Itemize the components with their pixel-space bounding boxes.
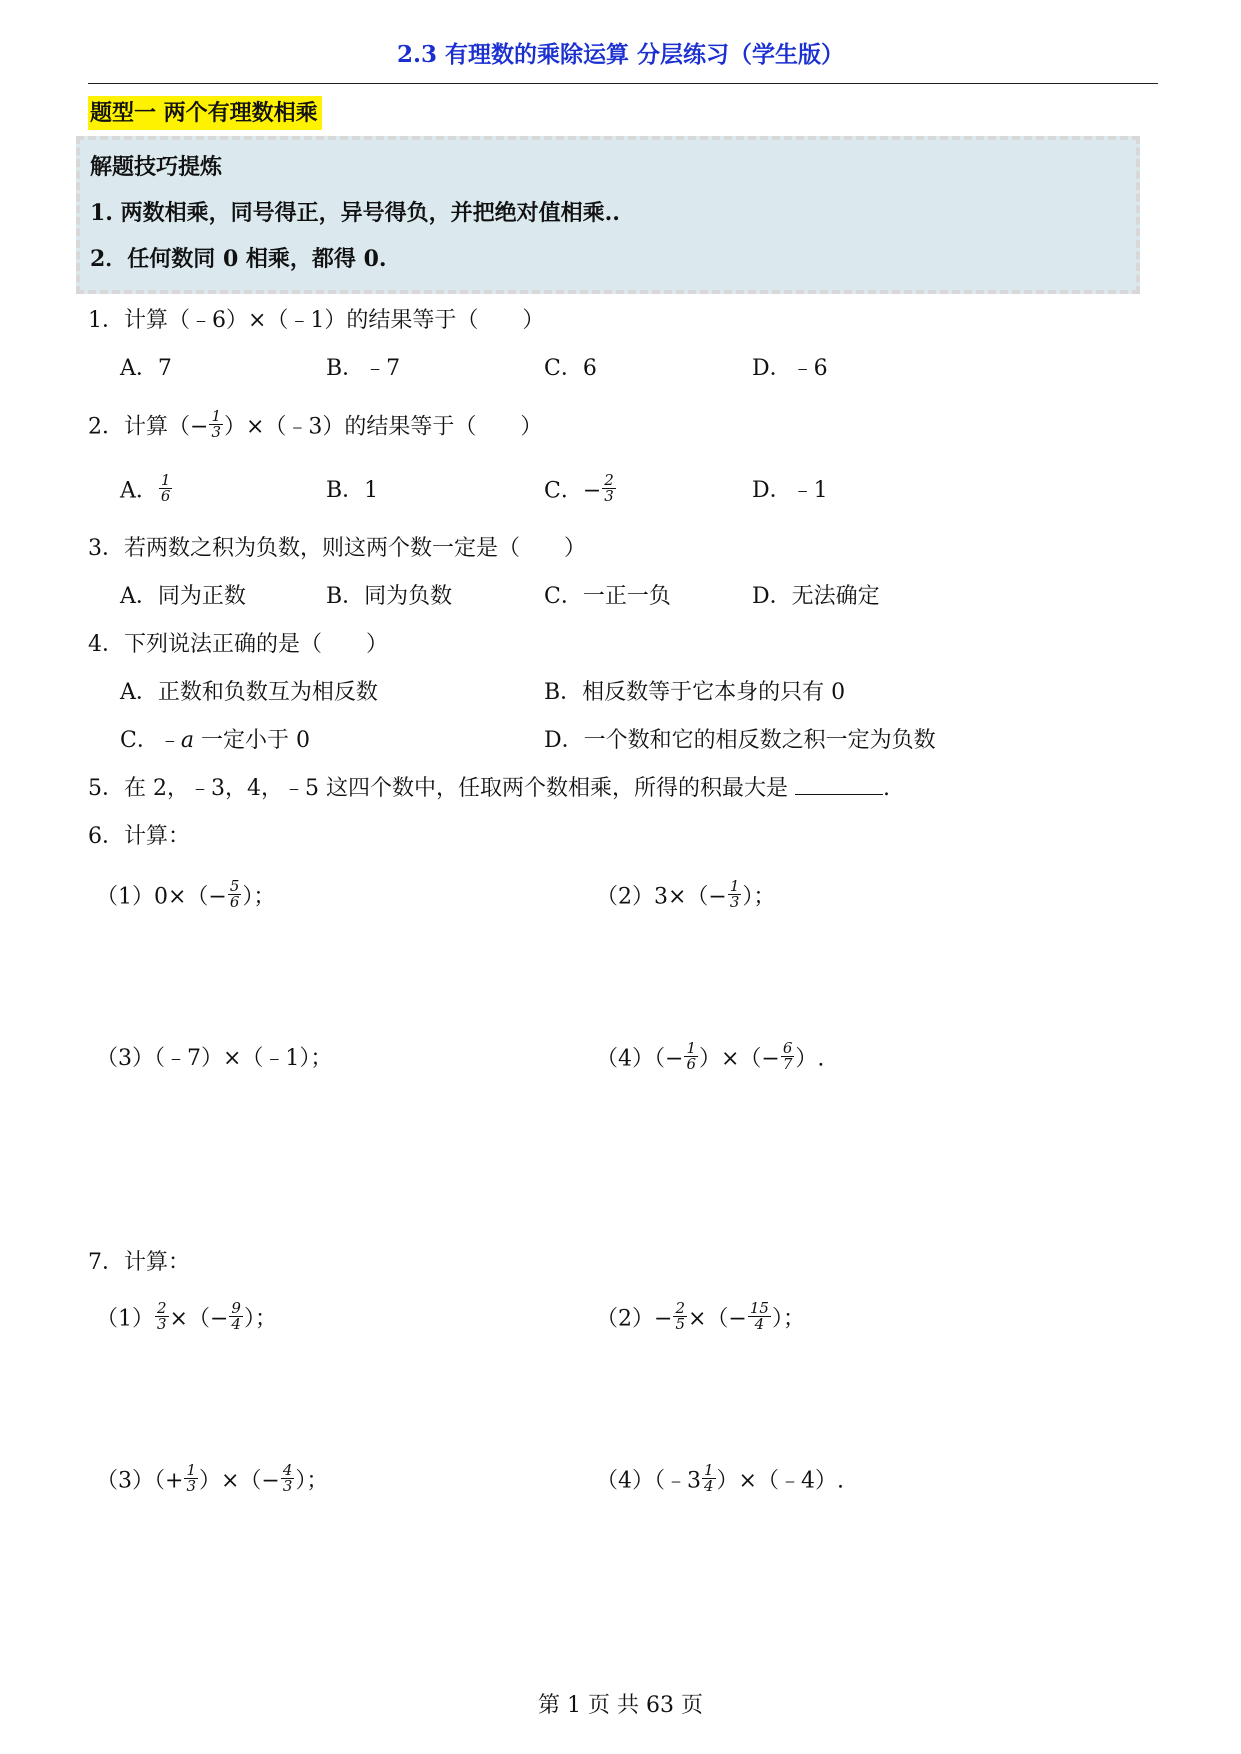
question-3-option-d: D．无法确定 xyxy=(752,584,880,609)
part-middle: ）×（− xyxy=(698,1046,780,1072)
option-c-suffix: 一定小于 0 xyxy=(193,728,310,753)
question-2-stem-post: ）×（﹣3）的结果等于（ ） xyxy=(223,414,543,440)
question-3-option-c: C．一正一负 xyxy=(544,584,671,609)
question-3-option-b: B．同为负数 xyxy=(326,584,453,609)
fraction xyxy=(673,1301,687,1332)
question-5-stem xyxy=(88,774,890,804)
question-2-option-a xyxy=(120,471,173,507)
question-4-option-d: D．一个数和它的相反数之积一定为负数 xyxy=(544,728,936,753)
fraction-numerator: 2 xyxy=(604,471,614,489)
fraction xyxy=(155,1301,169,1332)
fraction-denominator: 3 xyxy=(729,893,740,911)
fraction xyxy=(229,1301,243,1332)
fraction-numerator: 2 xyxy=(157,1299,167,1317)
fraction xyxy=(281,1463,295,1494)
part-prefix: （1） xyxy=(96,1306,154,1332)
question-2-option-b: B．1 xyxy=(326,478,379,503)
question-1-option-b: B．﹣7 xyxy=(326,356,401,381)
fraction-numerator: 1 xyxy=(704,1461,714,1479)
question-5-text: 5．在 2，﹣3，4，﹣5 这四个数中，任取两个数相乘，所得的积最大是 xyxy=(88,776,788,801)
question-3-stem: 3．若两数之积为负数，则这两个数一定是（ ） xyxy=(88,536,586,561)
question-5-end: . xyxy=(882,776,890,801)
part-suffix: ）； xyxy=(771,1306,805,1332)
fraction-denominator: 3 xyxy=(157,1315,167,1333)
fraction-numerator: 9 xyxy=(231,1299,241,1317)
tips-line-1: 1. 两数相乘，同号得正，异号得负，并把绝对值相乘.. xyxy=(90,200,620,226)
fraction-denominator: 4 xyxy=(704,1477,714,1495)
tips-line-2: 2．任何数同 0 相乘，都得 0. xyxy=(90,246,387,272)
part-prefix: （4）（﹣3 xyxy=(596,1468,701,1494)
part-middle: ×（− xyxy=(687,1306,747,1332)
fraction xyxy=(684,1041,698,1072)
question-3-option-a: A．同为正数 xyxy=(120,584,246,609)
part-prefix: （2）3×（− xyxy=(596,884,727,910)
fraction xyxy=(702,1463,716,1494)
page-footer: 第 1 页 共 63 页 xyxy=(538,1693,703,1718)
question-4-option-a: A．正数和负数互为相反数 xyxy=(120,680,378,705)
question-6-part-1 xyxy=(96,877,276,913)
fraction xyxy=(728,879,742,910)
fraction-denominator: 4 xyxy=(231,1315,241,1333)
part-suffix: ）； xyxy=(242,884,276,910)
option-label: C．− xyxy=(544,478,602,504)
question-6-part-2 xyxy=(596,877,776,913)
fraction xyxy=(602,473,616,504)
header-rule xyxy=(88,83,1158,84)
question-1-stem: 1．计算（﹣6）×（﹣1）的结果等于（ ） xyxy=(88,308,545,333)
fraction-numerator: 1 xyxy=(186,1461,196,1479)
fraction-numerator: 5 xyxy=(229,877,240,895)
question-1-option-d: D．﹣6 xyxy=(752,356,828,381)
question-4-option-b: B．相反数等于它本身的只有 0 xyxy=(544,680,846,705)
fraction-denominator: 3 xyxy=(604,487,614,505)
fraction xyxy=(159,473,173,504)
answer-blank[interactable] xyxy=(795,774,883,795)
fraction-numerator: 15 xyxy=(749,1299,769,1317)
part-suffix: ）×（﹣4）. xyxy=(716,1468,844,1494)
part-prefix: （2）− xyxy=(596,1306,673,1332)
part-prefix: （4）（− xyxy=(596,1046,684,1072)
fraction-denominator: 6 xyxy=(229,893,240,911)
fraction xyxy=(209,409,223,440)
question-2-option-d: D．﹣1 xyxy=(752,478,828,503)
question-6-stem: 6．计算： xyxy=(88,824,190,849)
part-prefix: （3）（+ xyxy=(96,1468,184,1494)
part-suffix: ）； xyxy=(243,1306,277,1332)
question-7-part-3 xyxy=(96,1461,329,1497)
question-6-part-3: （3）（﹣7）×（﹣1）； xyxy=(96,1046,333,1071)
question-7-stem: 7．计算： xyxy=(88,1250,190,1275)
fraction-denominator: 3 xyxy=(186,1477,196,1495)
part-middle: ）×（− xyxy=(198,1468,280,1494)
fraction-denominator: 3 xyxy=(282,1477,293,1495)
fraction-numerator: 6 xyxy=(782,1039,793,1057)
fraction xyxy=(781,1041,795,1072)
option-c-prefix: C．﹣ xyxy=(120,728,181,753)
page-title: 2.3 有理数的乘除运算 分层练习（学生版） xyxy=(396,41,845,68)
part-suffix: ）. xyxy=(795,1046,825,1072)
question-2-option-c xyxy=(544,471,617,507)
question-1-option-c: C．6 xyxy=(544,356,597,381)
fraction-denominator: 3 xyxy=(211,423,221,441)
question-6-part-4 xyxy=(596,1039,825,1075)
question-7-part-1 xyxy=(96,1299,277,1335)
question-7-part-2 xyxy=(596,1299,805,1335)
fraction-numerator: 1 xyxy=(160,471,171,489)
question-4-option-c xyxy=(120,726,310,756)
part-prefix: （1）0×（− xyxy=(96,884,227,910)
section-heading: 题型一 两个有理数相乘 xyxy=(88,96,322,130)
option-label: A． xyxy=(120,478,158,504)
fraction-denominator: 4 xyxy=(754,1315,765,1333)
fraction-numerator: 2 xyxy=(675,1299,685,1317)
fraction xyxy=(184,1463,198,1494)
fraction-numerator: 4 xyxy=(282,1461,293,1479)
fraction-denominator: 6 xyxy=(686,1055,696,1073)
fraction xyxy=(228,879,242,910)
question-1-option-a: A．7 xyxy=(120,356,172,381)
variable-a: a xyxy=(180,728,194,753)
question-2-stem-pre: 2．计算（− xyxy=(88,414,209,440)
question-7-part-4 xyxy=(596,1461,844,1497)
part-suffix: ）； xyxy=(742,884,776,910)
question-4-stem: 4．下列说法正确的是（ ） xyxy=(88,632,388,657)
fraction xyxy=(748,1301,771,1332)
fraction-denominator: 7 xyxy=(782,1055,793,1073)
part-suffix: ）； xyxy=(295,1468,329,1494)
fraction-numerator: 1 xyxy=(686,1039,696,1057)
fraction-denominator: 6 xyxy=(160,487,171,505)
fraction-denominator: 5 xyxy=(675,1315,685,1333)
fraction-numerator: 1 xyxy=(211,407,221,425)
tips-heading: 解题技巧提炼 xyxy=(90,154,223,180)
part-middle: ×（− xyxy=(169,1306,229,1332)
question-2-stem xyxy=(88,407,543,443)
fraction-numerator: 1 xyxy=(729,877,740,895)
